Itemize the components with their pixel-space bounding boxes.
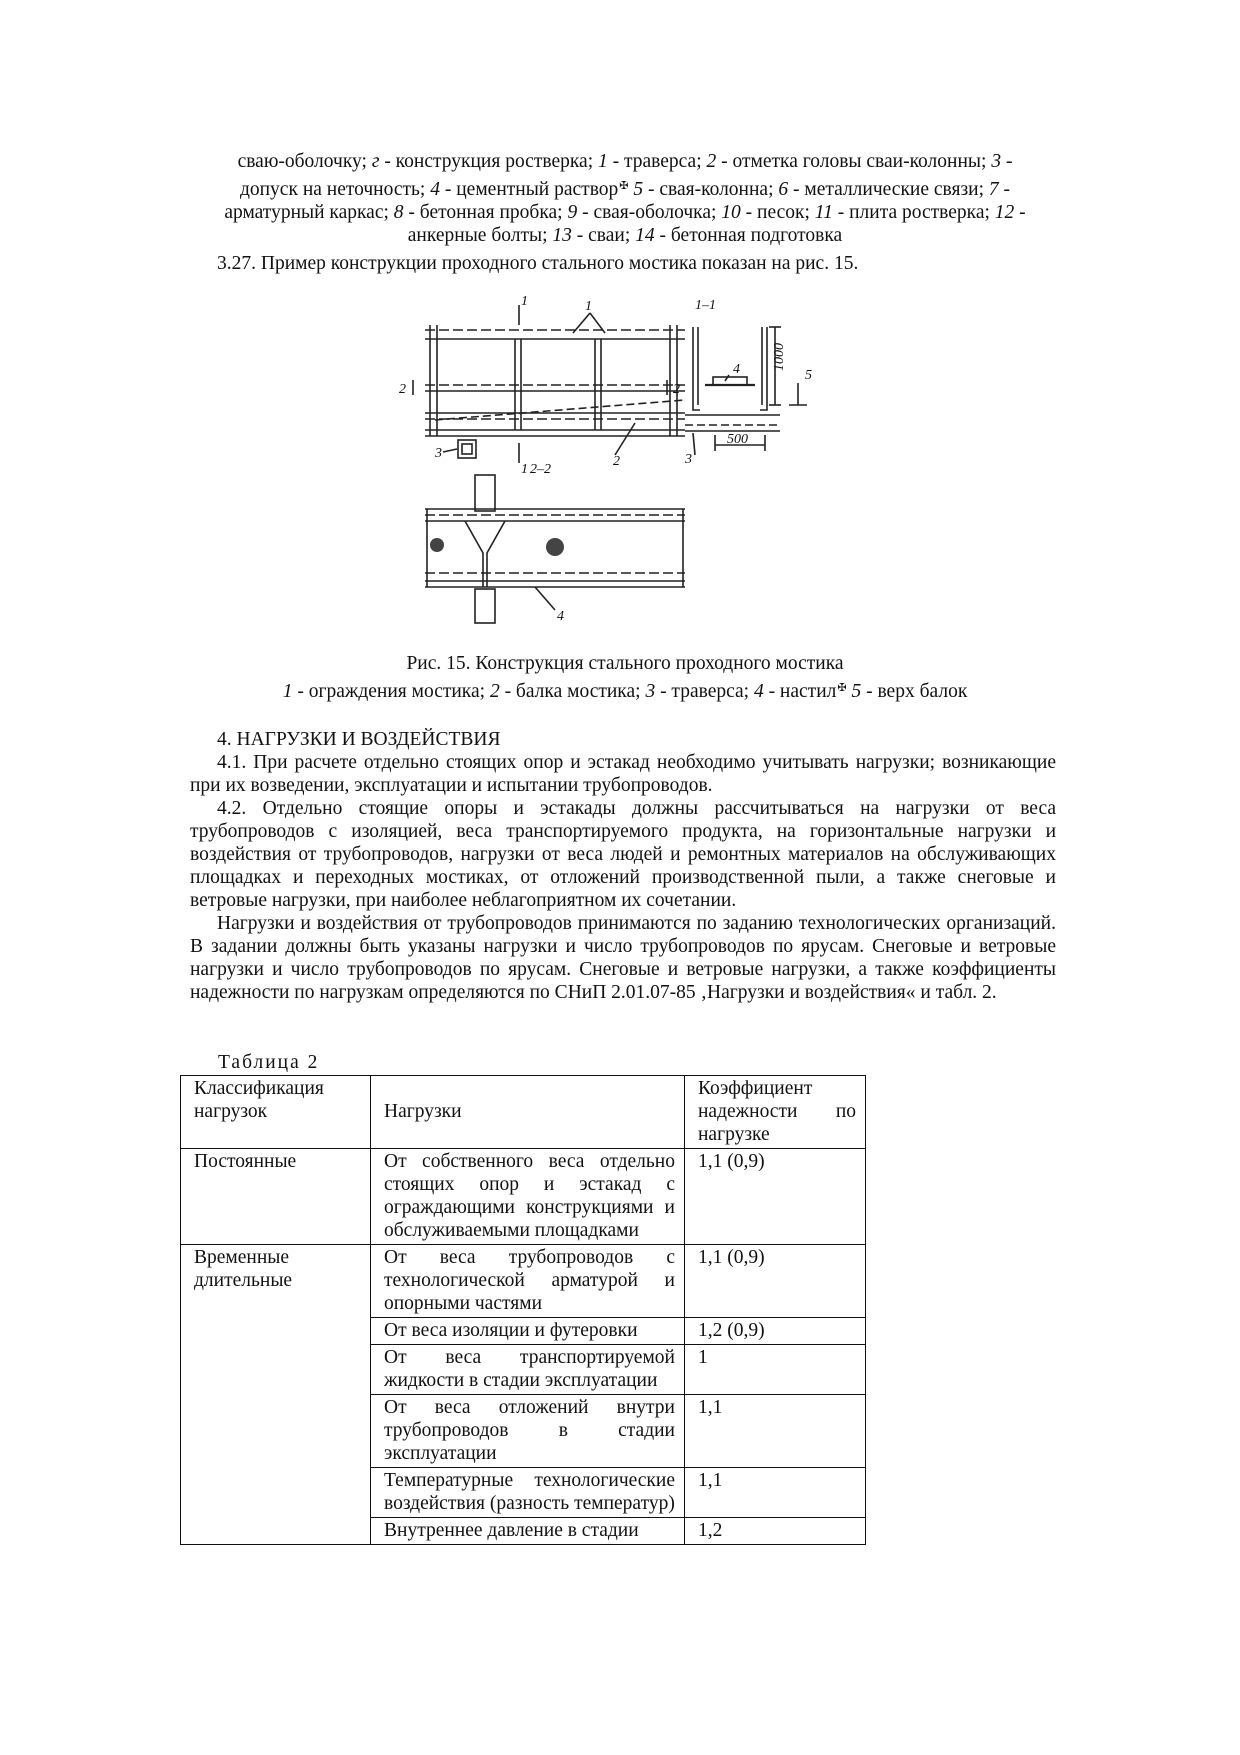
coef-cell: 1,2 (0,9) bbox=[685, 1318, 866, 1345]
fig-label: 3 bbox=[685, 452, 692, 467]
class-cell: Постоянные bbox=[181, 1149, 371, 1245]
fig-label: 5 bbox=[805, 368, 812, 383]
load-cell: Внутреннее давление в стадии bbox=[371, 1518, 685, 1545]
table-header-row bbox=[181, 1076, 866, 1149]
coef-cell: 1,2 bbox=[685, 1518, 866, 1545]
load-cell: От веса изоляции и футеровки bbox=[371, 1318, 685, 1345]
coef-cell: 1,1 bbox=[685, 1468, 866, 1518]
load-cell: От веса трубопроводов с технологической арматурой и опорными частями bbox=[371, 1245, 685, 1318]
fig-label: 3 bbox=[435, 446, 442, 461]
figure-caption bbox=[190, 652, 1060, 703]
legend-line: сваю-оболочку; г - конструкция ростверка; 1 - траверса; 2 - отметка головы сваи-колонны; 3 - bbox=[237, 151, 1013, 172]
load-cell: От веса отложений внутри трубопроводов в стадии эксплуатации bbox=[371, 1395, 685, 1468]
fig-label: 1000 bbox=[772, 343, 787, 371]
fig-label: 1–1 bbox=[695, 298, 716, 313]
class-cell: Временные длительные bbox=[181, 1245, 371, 1545]
load-cell: От собственного веса отдельно стоящих опор и эстакад с ограждающими конструкциями и обслуживаемыми площадками bbox=[371, 1149, 685, 1245]
coef-cell: 1,1 (0,9) bbox=[685, 1149, 866, 1245]
bridge-drawing bbox=[395, 295, 865, 645]
paragraph-loads: Нагрузки и воздействия от трубопроводов принимаются по заданию технологических организаций. В задании должны быть указаны нагрузки и число трубопроводов по ярусам. Снеговые и ветровые нагрузки и число трубопроводов по ярусам. Снеговые и ветровые нагрузки, а также коэффициенты надежности по нагрузкам определяются по СНиП 2.01.07-85 ‚Нагрузки и воздействия« и табл. 2. bbox=[190, 913, 1056, 1003]
section-heading: 4. НАГРУЗКИ И ВОЗДЕЙСТВИЯ bbox=[217, 729, 501, 750]
coef-cell: 1,1 (0,9) bbox=[685, 1245, 866, 1318]
load-cell: От веса транспортируемой жидкости в стадии эксплуатации bbox=[371, 1345, 685, 1395]
fig-label: 500 bbox=[727, 432, 748, 447]
fig-label: 1 bbox=[521, 295, 528, 309]
header-cell: Нагрузки bbox=[371, 1076, 685, 1149]
prev-figure-legend bbox=[190, 150, 1060, 247]
fig-label: 1 bbox=[585, 299, 592, 314]
figure-caption-legend: 1 - ограждения мостика; 2 - балка мостика; 3 - траверса; 4 - настил✠ 5 - верх балок bbox=[282, 681, 968, 702]
fig-label: 2 bbox=[673, 382, 680, 397]
loads-table bbox=[180, 1075, 866, 1545]
table-caption: Таблица 2 bbox=[218, 1052, 320, 1073]
header-cell: Коэффициент надежности по нагрузке bbox=[685, 1076, 866, 1149]
legend-line: анкерные болты; 13 - сваи; 14 - бетонная подготовка bbox=[407, 225, 843, 246]
fig-label: 1 bbox=[521, 462, 528, 477]
legend-line: арматурный каркас; 8 - бетонная пробка; 9 - свая-оболочка; 10 - песок; 11 - плита ростверка; 12 - bbox=[224, 202, 1026, 223]
paragraph-4-2: 4.2. Отдельно стоящие опоры и эстакады должны рассчитываться на нагрузки от веса трубопроводов с изоляцией, веса транспортируемого продукта, на горизонтальные нагрузки и воздействия от трубопроводов, нагрузки от веса людей и ремонтных материалов на обслуживающих площадках и переходных мостиках, от отложений производственной пыли, а также снеговые и ветровые нагрузки, при наиболее неблагоприятном их сочетании. bbox=[190, 798, 1056, 911]
fig-label: 2 bbox=[613, 454, 620, 469]
load-cell: Температурные технологические воздействия (разность температур) bbox=[371, 1468, 685, 1518]
figure-caption-title: Рис. 15. Конструкция стального проходного мостика bbox=[406, 653, 844, 674]
fig-label: 4 bbox=[557, 609, 564, 624]
paragraph-4-1: 4.1. При расчете отдельно стоящих опор и эстакад необходимо учитывать нагрузки; возникающие при их возведении, эксплуатации и испытании трубопроводов. bbox=[190, 752, 1056, 796]
coef-cell: 1 bbox=[685, 1345, 866, 1395]
fig-label: 4 bbox=[733, 362, 740, 377]
legend-line: допуск на неточность; 4 - цементный раствор✠ 5 - свая-колонна; 6 - металлические связи; 7 - bbox=[239, 179, 1011, 200]
coef-cell: 1,1 bbox=[685, 1395, 866, 1468]
paragraph-3-27: 3.27. Пример конструкции проходного стального мостика показан на рис. 15. bbox=[217, 253, 859, 274]
table-row bbox=[181, 1149, 866, 1245]
header-cell: Классификация нагрузок bbox=[181, 1076, 371, 1149]
fig-label: 2–2 bbox=[530, 462, 551, 477]
table-row bbox=[181, 1245, 866, 1318]
fig-label: 2 bbox=[399, 382, 406, 397]
